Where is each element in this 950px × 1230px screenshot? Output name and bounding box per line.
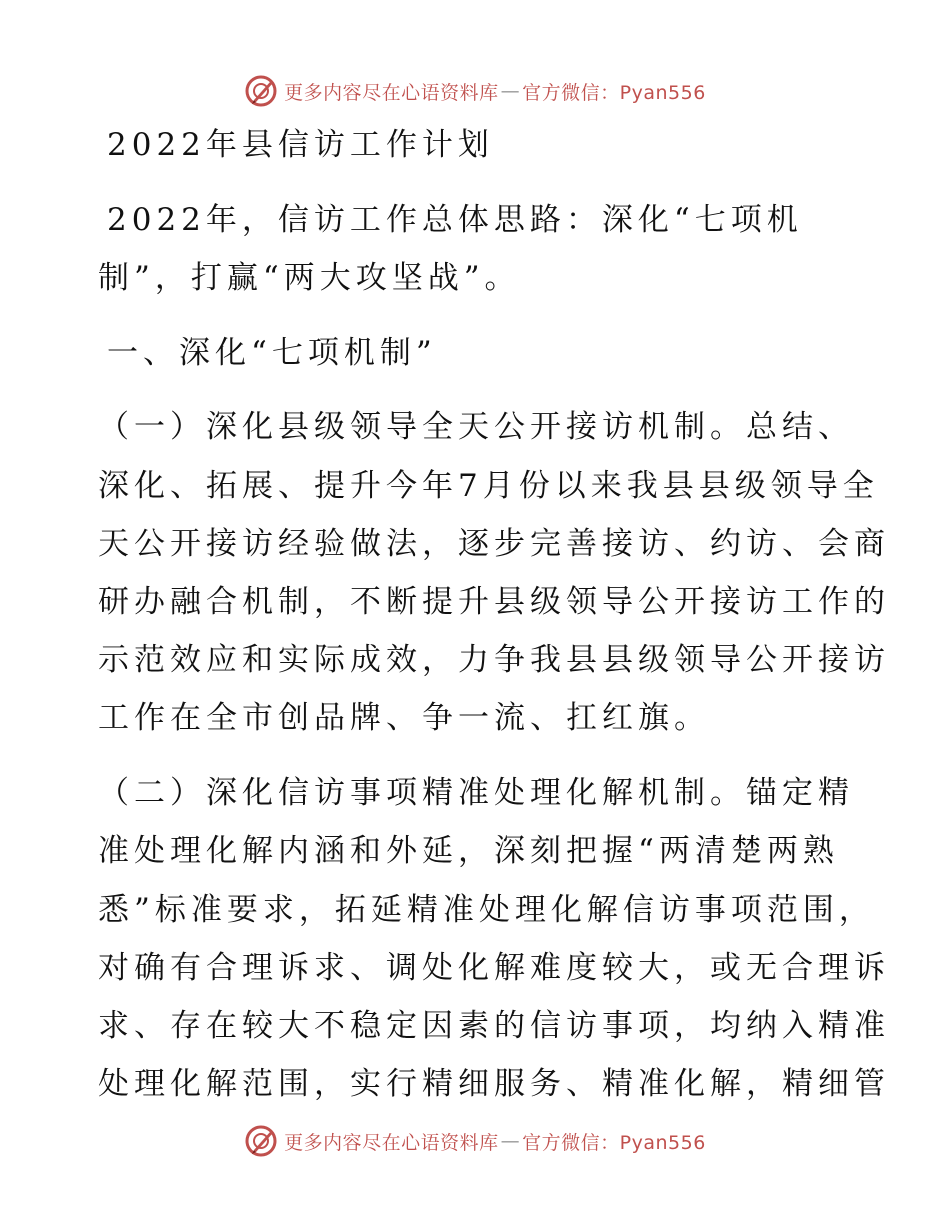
watermark-footer — [0, 1124, 950, 1158]
watermark-header — [0, 74, 950, 108]
item-1-line-4: 研办融合机制，不断提升县级领导公开接访工作的 — [98, 584, 890, 620]
pen-logo-icon — [244, 1124, 278, 1158]
item-1-line-3: 天公开接访经验做法，逐步完善接访、约访、会商 — [98, 526, 890, 562]
intro-line-2: 制”，打赢“两大攻坚战”。 — [98, 260, 521, 296]
watermark-contact: 官方微信：Pyan556 — [522, 81, 706, 104]
item-1-line-2: 深化、拓展、提升今年7月份以来我县县级领导全 — [98, 468, 879, 504]
intro-line-1: 2022年，信访工作总体思路：深化“七项机 — [107, 202, 803, 238]
document-title: 2022年县信访工作计划 — [107, 127, 494, 163]
item-2-line-3: 悉”标准要求，拓延精准处理化解信访事项范围， — [98, 892, 875, 928]
item-2-line-1: （二）深化信访事项精准处理化解机制。锚定精 — [98, 775, 854, 811]
watermark-contact: 官方微信：Pyan556 — [522, 1131, 706, 1154]
item-1-line-6: 工作在全市创品牌、争一流、扛红旗。 — [98, 700, 710, 736]
watermark-separator: — — [500, 80, 521, 102]
section-1-heading: 一、深化“七项机制” — [107, 335, 437, 371]
item-2-line-2: 准处理化解内涵和外延，深刻把握“两清楚两熟 — [98, 833, 839, 869]
watermark-brand: 更多内容尽在心语资料库 — [284, 1131, 499, 1154]
item-2-line-6: 处理化解范围，实行精细服务、精准化解，精细管 — [98, 1066, 890, 1102]
item-1-line-1: （一）深化县级领导全天公开接访机制。总结、 — [98, 409, 854, 445]
watermark-separator: — — [500, 1130, 521, 1152]
watermark-brand: 更多内容尽在心语资料库 — [284, 81, 499, 104]
item-2-line-5: 求、存在较大不稳定因素的信访事项，均纳入精准 — [98, 1008, 890, 1044]
pen-logo-icon — [244, 74, 278, 108]
item-2-line-4: 对确有合理诉求、调处化解难度较大，或无合理诉 — [98, 950, 890, 986]
item-1-line-5: 示范效应和实际成效，力争我县县级领导公开接访 — [98, 642, 890, 678]
